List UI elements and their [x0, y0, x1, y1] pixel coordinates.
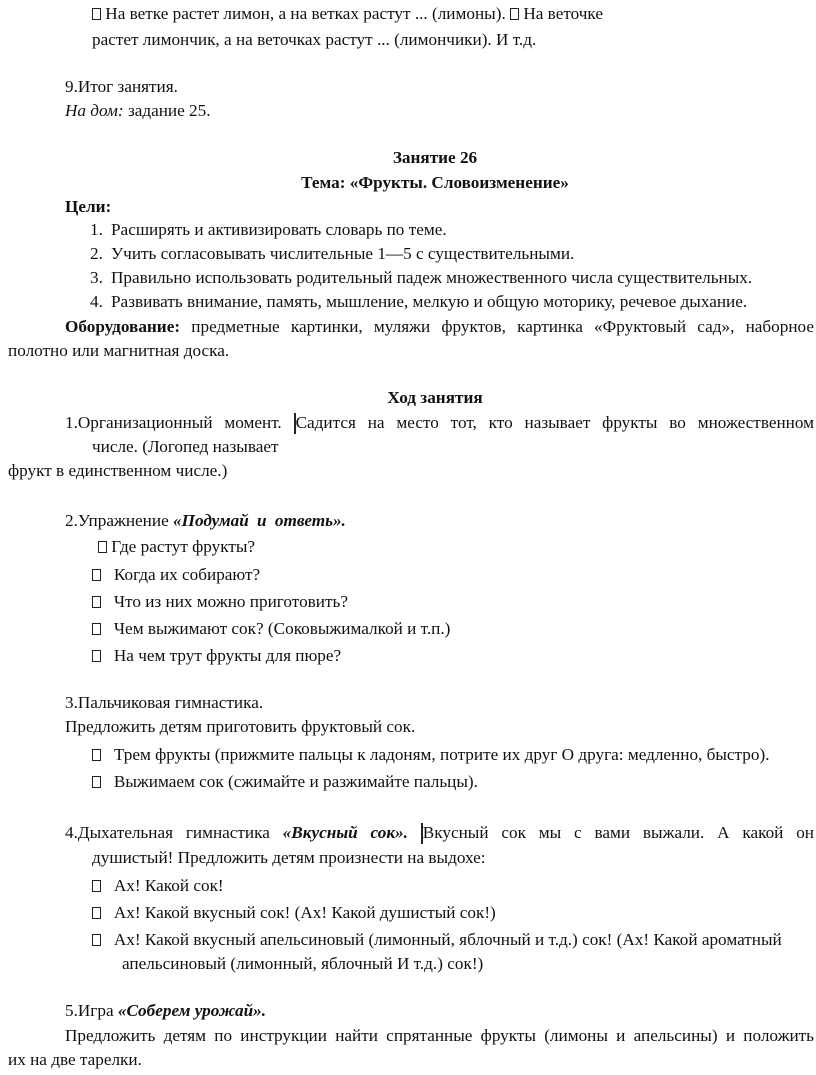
- goal-text: Правильно использовать родительный падеж множественного числа существительных.: [111, 268, 753, 287]
- list-item: [92, 771, 478, 793]
- list-item: [98, 536, 255, 558]
- bullet-box-icon: [92, 880, 101, 892]
- goal-item: [90, 219, 447, 241]
- step-1-cont: числе. (Логопед называет: [92, 437, 279, 456]
- step-4-text: Вкусный сок мы с вами выжали. А какой он: [422, 823, 814, 842]
- step-4-label: 4.Дыхательная гимнастика: [65, 823, 283, 842]
- course-heading: Ход занятия: [387, 388, 483, 407]
- step-4-line: [65, 822, 814, 845]
- step-1-label: 1.Организационный момент.: [65, 413, 282, 432]
- list-item-text: Ах! Какой сок!: [113, 876, 224, 895]
- list-item: [92, 929, 782, 951]
- step-1-cont-2: фрукт в единственном числе.): [8, 461, 228, 480]
- list-item-text: Ах! Какой вкусный апельсиновый (лимонный, яблочный и т.д.) сок! (Ах! Какой ароматный: [113, 930, 782, 949]
- list-item: [92, 618, 450, 640]
- step-5-label: 5.Игра: [65, 1001, 118, 1020]
- step-1-line: [65, 412, 814, 435]
- goal-text: Развивать внимание, память, мышление, мелкую и общую моторику, речевое дыхание.: [111, 292, 748, 311]
- list-item: [92, 744, 770, 766]
- top-line-1a: На ветке растет лимон, а на ветках растут ... (лимоны).: [105, 4, 506, 23]
- list-item-text: Где растут фрукты?: [111, 537, 256, 556]
- equipment-line-2: полотно или магнитная доска.: [8, 341, 230, 360]
- goal-number: 2.: [90, 244, 103, 263]
- goal-text: Учить согласовывать числительные 1—5 с существительными.: [111, 244, 575, 263]
- list-item: [92, 902, 496, 924]
- step-4-title: «Вкусный сок».: [282, 823, 408, 842]
- bullet-box-icon: [92, 569, 101, 581]
- bullet-box-icon: [92, 776, 101, 788]
- step-2-label: 2.Упражнение: [65, 511, 173, 530]
- bullet-box-icon: [92, 8, 101, 20]
- top-line-1: [92, 3, 603, 25]
- list-item-text: Когда их собирают?: [113, 565, 261, 584]
- bullet-box-icon: [92, 650, 101, 662]
- list-item-text: Ах! Какой вкусный сок! (Ах! Какой душистый сок!): [113, 903, 496, 922]
- list-item-text: Что из них можно приготовить?: [113, 592, 348, 611]
- goal-item: [90, 267, 752, 289]
- goal-item: [90, 243, 574, 265]
- goal-item: [90, 291, 747, 313]
- bullet-box-icon: [92, 596, 101, 608]
- list-item-text: Чем выжимают сок? (Соковыжималкой и т.п.): [113, 619, 451, 638]
- lesson-title: Занятие 26: [392, 148, 478, 167]
- homework-text: задание 25.: [123, 101, 211, 120]
- list-item: [92, 564, 260, 586]
- top-line-2: растет лимончик, а на веточках растут ... (лимончики). И т.д.: [92, 30, 537, 49]
- summary-item-9: 9.Итог занятия.: [65, 77, 178, 96]
- equipment-label: Оборудование:: [65, 317, 181, 336]
- goal-number: 4.: [90, 292, 103, 311]
- equipment-line-1: [65, 316, 814, 338]
- step-5-title: «Соберем урожай».: [117, 1001, 267, 1020]
- step-5-line-2: их на две тарелки.: [8, 1050, 142, 1069]
- goal-number: 1.: [90, 220, 103, 239]
- list-item-text: Трем фрукты (прижмите пальцы к ладоням, потрите их друг О друга: медленно, быстро).: [113, 745, 770, 764]
- bullet-box-icon: [92, 907, 101, 919]
- step-3-label: 3.Пальчиковая гимнастика.: [65, 693, 264, 712]
- homework-label: На дом:: [65, 101, 124, 120]
- bullet-box-icon: [98, 541, 107, 553]
- list-item-text: На чем трут фрукты для пюре?: [113, 646, 342, 665]
- step-2-title: «Подумай и ответь».: [173, 511, 346, 530]
- step-2-line: [65, 510, 346, 532]
- list-item-cont: апельсиновый (лимонный, яблочный И т.д.) сок!): [122, 954, 484, 973]
- top-line-1b: На веточке: [523, 4, 603, 23]
- step-5-line-1: Предложить детям по инструкции найти спрятанные фрукты (лимоны и апельсины) и положить: [65, 1026, 814, 1045]
- bullet-box-icon: [510, 8, 519, 20]
- bullet-box-icon: [92, 934, 101, 946]
- step-1-text: Садится на место тот, кто называет фрукты во множественном: [295, 413, 815, 432]
- list-item: [92, 591, 348, 613]
- step-5-line: [65, 1000, 266, 1022]
- homework-line: [65, 100, 211, 122]
- step-3-intro: Предложить детям приготовить фруктовый сок.: [65, 717, 416, 736]
- bullet-box-icon: [92, 749, 101, 761]
- lesson-topic: Тема: «Фрукты. Словоизменение»: [301, 173, 569, 192]
- bullet-box-icon: [92, 623, 101, 635]
- list-item: [92, 645, 341, 667]
- goal-text: Расширять и активизировать словарь по теме.: [111, 220, 447, 239]
- list-item-text: Выжимаем сок (сжимайте и разжимайте пальцы).: [113, 772, 478, 791]
- goals-label: Цели:: [65, 197, 112, 216]
- goal-number: 3.: [90, 268, 103, 287]
- list-item: [92, 875, 224, 897]
- equipment-text: предметные картинки, муляжи фруктов, картинка «Фруктовый сад», наборное: [180, 317, 814, 336]
- step-4-cont: душистый! Предложить детям произнести на выдохе:: [92, 848, 486, 867]
